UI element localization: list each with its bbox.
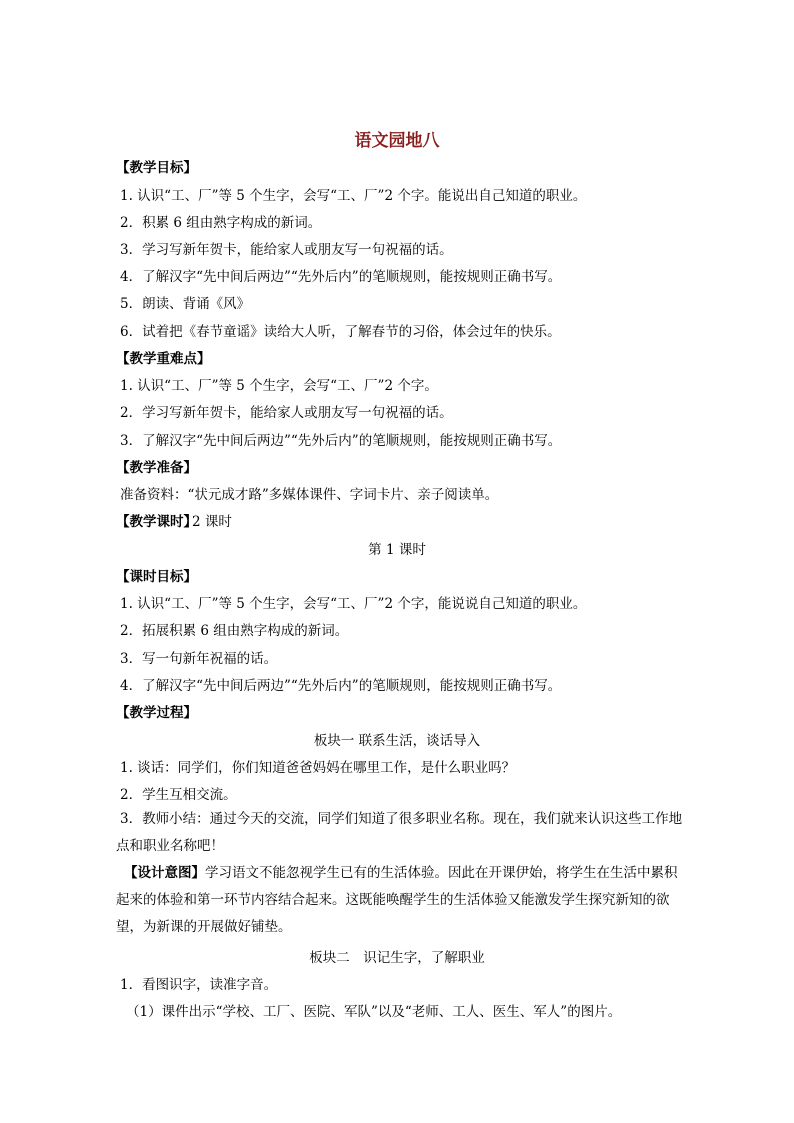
prep-heading: 【教学准备】 (116, 460, 197, 476)
key-point-item: 1. 认识“工、厂”等 5 个生字，会写“工、厂”2 个字。 (120, 378, 438, 394)
goal-item: 4．了解汉字“先中间后两边”“先外后内”的笔顺规则，能按规则正确书写。 (120, 269, 562, 285)
block2-item: （1）课件出示“学校、工厂、医院、军队”以及“老师、工人、医生、军人”的图片。 (126, 1004, 622, 1020)
hours-value: 2 课时 (192, 514, 232, 530)
goal-item: 5．朗读、背诵《风》 (120, 296, 251, 312)
goal-item: 2．积累 6 组由熟字构成的新词。 (120, 215, 322, 231)
goal-item: 6．试着把《春节童谣》读给大人听，了解春节的习俗，体会过年的快乐。 (120, 324, 561, 340)
block1-item: 1. 谈话：同学们，你们知道爸爸妈妈在哪里工作，是什么职业吗？ (120, 760, 516, 776)
lesson-goal-item: 3．写一句新年祝福的话。 (120, 651, 278, 667)
lesson-goals-heading: 【课时目标】 (116, 569, 197, 585)
block1-item: 2．学生互相交流。 (120, 787, 237, 803)
key-point-item: 2．学习写新年贺卡，能给家人或朋友写一句祝福的话。 (120, 405, 453, 421)
block1-summary: 3．教师小结：通过今天的交流，同学们知道了很多职业名称。现在，我们就来认识这些工作地点和职业名称吧！ (116, 811, 683, 854)
design-intent-text: 学习语文不能忽视学生已有的生活体验。因此在开课伊始，将学生在生活中累积起来的体验和第一环节内容结合起来。这既能唤醒学生的生活体验又能激发学生探究新知的欲望，为新课的开展做好铺垫。 (116, 865, 678, 935)
goals-heading: 【教学目标】 (116, 160, 197, 176)
block2-item: 1．看图识字，读准字音。 (120, 977, 278, 993)
lesson-title: 第 1 课时 (368, 542, 426, 558)
block2-title: 板块二 识记生字，了解职业 (309, 950, 485, 966)
goal-item: 3．学习写新年贺卡，能给家人或朋友写一句祝福的话。 (120, 242, 453, 258)
process-heading: 【教学过程】 (116, 705, 197, 721)
goal-item: 1. 认识“工、厂”等 5 个生字，会写“工、厂”2 个字。能说出自己知道的职业。 (120, 188, 587, 204)
key-points-heading: 【教学重难点】 (116, 351, 211, 367)
design-intent-label: 【设计意图】 (124, 865, 205, 881)
page-title: 语文园地八 (354, 131, 440, 151)
hours-heading: 【教学课时】 (116, 514, 197, 530)
design-intent (116, 860, 686, 941)
prep-text: 准备资料：“状元成才路”多媒体课件、字词卡片、亲子阅读单。 (120, 487, 499, 503)
lesson-goal-item: 1. 认识“工、厂”等 5 个生字，会写“工、厂”2 个字，能说说自己知道的职业。 (120, 596, 587, 612)
lesson-goal-item: 4．了解汉字“先中间后两边”“先外后内”的笔顺规则，能按规则正确书写。 (120, 678, 562, 694)
block1-title: 板块一 联系生活，谈话导入 (313, 733, 481, 749)
key-point-item: 3．了解汉字“先中间后两边”“先外后内”的笔顺规则，能按规则正确书写。 (120, 433, 562, 449)
lesson-goal-item: 2．拓展积累 6 组由熟字构成的新词。 (120, 623, 349, 639)
